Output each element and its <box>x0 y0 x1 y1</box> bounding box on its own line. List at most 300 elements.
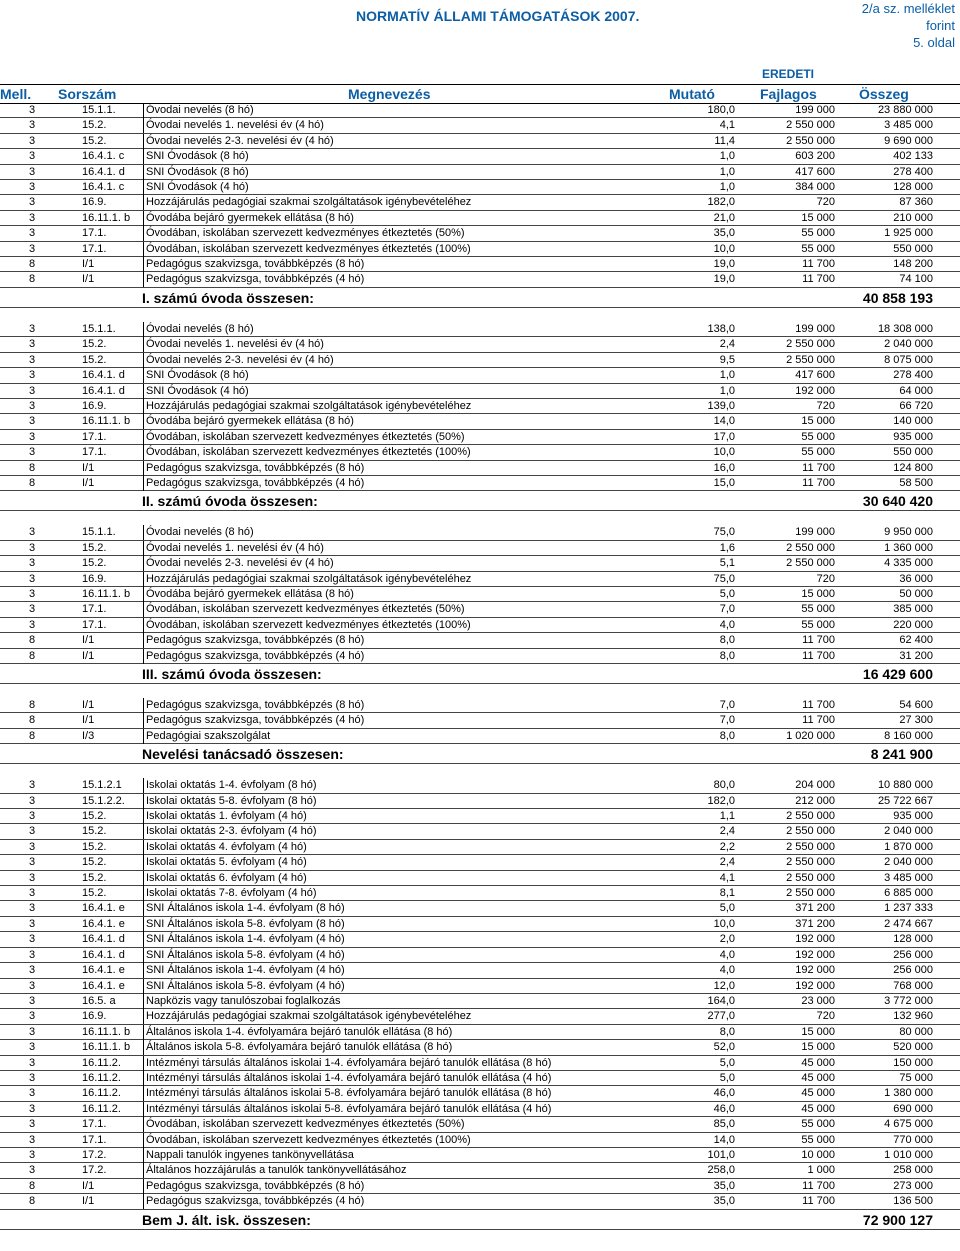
cell-mell: 3 <box>29 1010 36 1023</box>
cell-sorszam: I/3 <box>82 729 95 742</box>
cell-sorszam: 16.4.1. c <box>82 150 125 163</box>
cell-fajlagos: 15 000 <box>801 1025 835 1038</box>
cell-megnevezes: Általános hozzájárulás a tanulók tankönyvellátásához <box>143 1163 407 1178</box>
cell-fajlagos: 45 000 <box>801 1102 835 1115</box>
cell-osszeg: 402 133 <box>893 150 933 163</box>
cell-mutato: 4,0 <box>719 948 735 961</box>
cell-osszeg: 62 400 <box>899 634 933 647</box>
cell-mell: 3 <box>29 1102 36 1115</box>
cell-osszeg: 550 000 <box>893 446 933 459</box>
cell-mutato: 5,0 <box>719 587 735 600</box>
cell-mutato: 139,0 <box>707 399 735 412</box>
cell-mutato: 4,1 <box>719 871 735 884</box>
cell-mell: 3 <box>29 902 36 915</box>
table-row <box>0 1009 960 1024</box>
cell-mell: 3 <box>29 856 36 869</box>
cell-sorszam: 17.1. <box>82 430 107 443</box>
cell-fajlagos: 15 000 <box>801 415 835 428</box>
cell-osszeg: 1 010 000 <box>884 1148 933 1161</box>
cell-fajlagos: 11 700 <box>802 476 835 489</box>
cell-sorszam: 16.5. a <box>82 994 116 1007</box>
cell-osszeg: 768 000 <box>893 979 933 992</box>
cell-megnevezes: Óvodába bejáró gyermekek ellátása (8 hó) <box>143 414 354 429</box>
cell-mutato: 10,0 <box>713 242 735 255</box>
cell-mell: 8 <box>29 1195 36 1208</box>
cell-sorszam: 17.2. <box>82 1148 107 1161</box>
table-row <box>0 195 960 210</box>
cell-megnevezes: Pedagógus szakvizsga, továbbképzés (4 hó) <box>143 272 364 287</box>
cell-mell: 3 <box>29 446 36 459</box>
cell-fajlagos: 55 000 <box>801 242 835 255</box>
cell-osszeg: 278 400 <box>893 369 933 382</box>
cell-mell: 3 <box>29 779 36 792</box>
table-row <box>0 886 960 901</box>
cell-osszeg: 9 690 000 <box>884 134 933 147</box>
cell-fajlagos: 55 000 <box>801 1133 835 1146</box>
cell-sorszam: 15.2. <box>82 338 107 351</box>
table-row <box>0 337 960 352</box>
cell-mell: 3 <box>29 541 36 554</box>
cell-megnevezes: Óvodai nevelés 2-3. nevelési év (4 hó) <box>143 556 334 571</box>
cell-megnevezes: Óvodai nevelés 1. nevelési év (4 hó) <box>143 541 324 556</box>
cell-fajlagos: 11 700 <box>802 634 835 647</box>
table-row <box>0 134 960 149</box>
cell-mell: 3 <box>29 430 36 443</box>
cell-megnevezes: Iskolai oktatás 2-3. évfolyam (4 hó) <box>143 824 317 839</box>
cell-osszeg: 1 870 000 <box>884 840 933 853</box>
cell-megnevezes: SNI Óvodások (4 hó) <box>143 384 249 399</box>
cell-mutato: 2,4 <box>719 856 735 869</box>
cell-sorszam: 16.11.1. b <box>82 1025 131 1038</box>
cell-fajlagos: 11 700 <box>802 1195 835 1208</box>
cell-sorszam: I/1 <box>82 476 95 489</box>
cell-megnevezes: Óvodai nevelés 2-3. nevelési év (4 hó) <box>143 353 334 368</box>
cell-sorszam: 15.1.1. <box>82 322 116 335</box>
cell-osszeg: 4 675 000 <box>884 1118 933 1131</box>
cell-osszeg: 25 722 667 <box>877 794 933 807</box>
cell-osszeg: 8 075 000 <box>884 353 933 366</box>
cell-megnevezes: SNI Általános iskola 1-4. évfolyam (8 hó) <box>143 901 345 916</box>
cell-fajlagos: 11 700 <box>802 258 835 271</box>
cell-megnevezes: Intézményi társulás általános iskolai 1-4. évfolyamára bejáró tanulók ellátása (4 hó) <box>143 1071 551 1086</box>
cell-sorszam: 15.2. <box>82 134 107 147</box>
cell-mell: 3 <box>29 526 36 539</box>
table-row <box>0 901 960 916</box>
cell-mell: 3 <box>29 1087 36 1100</box>
cell-osszeg: 1 925 000 <box>884 227 933 240</box>
cell-sorszam: 15.2. <box>82 856 107 869</box>
cell-fajlagos: 720 <box>816 1010 835 1023</box>
cell-mutato: 14,0 <box>713 1133 735 1146</box>
cell-fajlagos: 2 550 000 <box>786 557 835 570</box>
section-total-label: II. számú óvoda összesen: <box>142 493 318 510</box>
cell-mutato: 180,0 <box>707 104 735 116</box>
cell-megnevezes: SNI Általános iskola 5-8. évfolyam (4 hó) <box>143 948 345 963</box>
table-row <box>0 633 960 648</box>
cell-mell: 3 <box>29 603 36 616</box>
table-row <box>0 729 960 744</box>
cell-megnevezes: Óvodában, iskolában szervezett kedvezményes étkeztetés (50%) <box>143 430 465 445</box>
cell-mutato: 46,0 <box>713 1087 735 1100</box>
cell-osszeg: 3 772 000 <box>884 994 933 1007</box>
cell-fajlagos: 720 <box>816 572 835 585</box>
table-row <box>0 917 960 932</box>
table-row <box>0 368 960 383</box>
cell-sorszam: 16.4.1. d <box>82 165 125 178</box>
cell-mutato: 35,0 <box>713 1179 735 1192</box>
cell-osszeg: 31 200 <box>899 649 933 662</box>
cell-megnevezes: Iskolai oktatás 5. évfolyam (4 hó) <box>143 855 307 870</box>
cell-mutato: 1,0 <box>719 165 735 178</box>
cell-megnevezes: Óvodában, iskolában szervezett kedvezményes étkeztetés (50%) <box>143 1117 465 1132</box>
section-total-label: Bem J. ált. isk. összesen: <box>142 1211 311 1228</box>
cell-megnevezes: Nappali tanulók ingyenes tankönyvellátása <box>143 1148 354 1163</box>
cell-sorszam: 17.1. <box>82 242 107 255</box>
cell-osszeg: 10 880 000 <box>877 779 933 792</box>
table-row <box>0 1040 960 1055</box>
cell-mutato: 1,0 <box>719 150 735 163</box>
cell-osszeg: 54 600 <box>899 699 933 711</box>
cell-osszeg: 128 000 <box>893 933 933 946</box>
table-row <box>0 445 960 460</box>
cell-sorszam: 16.4.1. e <box>82 979 125 992</box>
cell-sorszam: 15.2. <box>82 353 107 366</box>
cell-fajlagos: 45 000 <box>801 1056 835 1069</box>
table-row <box>0 226 960 241</box>
cell-megnevezes: Pedagógiai szakszolgálat <box>143 729 270 744</box>
table-body <box>0 103 960 1230</box>
cell-megnevezes: Hozzájárulás pedagógiai szakmai szolgáltatások igénybevételéhez <box>143 572 471 587</box>
cell-fajlagos: 2 550 000 <box>786 353 835 366</box>
cell-fajlagos: 11 700 <box>802 714 835 727</box>
cell-sorszam: 16.4.1. d <box>82 948 125 961</box>
cell-fajlagos: 1 000 <box>807 1164 835 1177</box>
cell-sorszam: I/1 <box>82 634 95 647</box>
cell-fajlagos: 2 550 000 <box>786 338 835 351</box>
table-row <box>0 1148 960 1163</box>
cell-mutato: 10,0 <box>713 446 735 459</box>
cell-osszeg: 210 000 <box>893 211 933 224</box>
cell-megnevezes: Pedagógus szakvizsga, továbbképzés (8 hó) <box>143 461 364 476</box>
cell-mutato: 164,0 <box>707 994 735 1007</box>
section-spacer <box>0 308 960 322</box>
cell-fajlagos: 199 000 <box>795 322 835 335</box>
cell-mutato: 2,4 <box>719 825 735 838</box>
cell-mell: 3 <box>29 1056 36 1069</box>
cell-megnevezes: Pedagógus szakvizsga, továbbképzés (4 hó) <box>143 713 364 728</box>
table-row <box>0 541 960 556</box>
cell-mell: 8 <box>29 714 36 727</box>
cell-megnevezes: Óvodában, iskolában szervezett kedvezményes étkeztetés (50%) <box>143 226 465 241</box>
table-row <box>0 384 960 399</box>
cell-mell: 8 <box>29 258 36 271</box>
cell-megnevezes: Intézményi társulás általános iskolai 5-8. évfolyamára bejáró tanulók ellátása (4 hó) <box>143 1102 551 1117</box>
cell-fajlagos: 55 000 <box>801 227 835 240</box>
table-row <box>0 994 960 1009</box>
cell-fajlagos: 55 000 <box>801 603 835 616</box>
cell-fajlagos: 55 000 <box>801 618 835 631</box>
cell-sorszam: 15.2. <box>82 119 107 132</box>
cell-fajlagos: 55 000 <box>801 1118 835 1131</box>
cell-osszeg: 80 000 <box>899 1025 933 1038</box>
cell-osszeg: 273 000 <box>893 1179 933 1192</box>
cell-megnevezes: Iskolai oktatás 1-4. évfolyam (8 hó) <box>143 778 317 793</box>
cell-osszeg: 8 160 000 <box>884 729 933 742</box>
cell-sorszam: I/1 <box>82 258 95 271</box>
cell-fajlagos: 199 000 <box>795 104 835 116</box>
table-row <box>0 103 960 118</box>
cell-mutato: 8,0 <box>719 634 735 647</box>
cell-mell: 3 <box>29 794 36 807</box>
cell-mell: 3 <box>29 415 36 428</box>
cell-osszeg: 27 300 <box>899 714 933 727</box>
cell-sorszam: 15.1.2.2. <box>82 794 125 807</box>
cell-osszeg: 220 000 <box>893 618 933 631</box>
cell-osszeg: 1 380 000 <box>884 1087 933 1100</box>
cell-fajlagos: 204 000 <box>795 779 835 792</box>
section-total-label: I. számú óvoda összesen: <box>142 289 314 306</box>
cell-megnevezes: Iskolai oktatás 6. évfolyam (4 hó) <box>143 871 307 886</box>
table-row <box>0 948 960 963</box>
cell-osszeg: 385 000 <box>893 603 933 616</box>
table-row <box>0 399 960 414</box>
col-header-osszeg: Összeg <box>859 86 909 102</box>
cell-mell: 3 <box>29 1148 36 1161</box>
col-header-fajlagos: Fajlagos <box>760 86 817 102</box>
cell-megnevezes: Óvodai nevelés (8 hó) <box>143 322 254 337</box>
cell-mutato: 5,1 <box>719 557 735 570</box>
section-total-value: 40 858 193 <box>862 289 933 306</box>
cell-fajlagos: 192 000 <box>795 964 835 977</box>
cell-megnevezes: Iskolai oktatás 4. évfolyam (4 hó) <box>143 840 307 855</box>
cell-mutato: 80,0 <box>713 779 735 792</box>
cell-mell: 3 <box>29 933 36 946</box>
section-spacer <box>0 764 960 778</box>
cell-mell: 3 <box>29 104 36 116</box>
cell-fajlagos: 2 550 000 <box>786 856 835 869</box>
cell-fajlagos: 11 700 <box>802 461 835 474</box>
cell-mell: 3 <box>29 353 36 366</box>
cell-megnevezes: Intézményi társulás általános iskolai 5-8. évfolyamára bejáró tanulók ellátása (8 hó) <box>143 1086 551 1101</box>
section-total-label: III. számú óvoda összesen: <box>142 666 322 682</box>
cell-fajlagos: 2 550 000 <box>786 871 835 884</box>
cell-mutato: 75,0 <box>713 572 735 585</box>
cell-osszeg: 132 960 <box>893 1010 933 1023</box>
cell-fajlagos: 720 <box>816 399 835 412</box>
cell-fajlagos: 15 000 <box>801 211 835 224</box>
cell-megnevezes: Pedagógus szakvizsga, továbbképzés (4 hó) <box>143 476 364 491</box>
cell-mell: 8 <box>29 634 36 647</box>
cell-fajlagos: 45 000 <box>801 1071 835 1084</box>
table-row <box>0 618 960 633</box>
cell-mell: 3 <box>29 322 36 335</box>
cell-sorszam: 16.9. <box>82 399 107 412</box>
cell-sorszam: 16.11.1. b <box>82 211 131 224</box>
section-spacer <box>0 511 960 525</box>
cell-osszeg: 136 500 <box>893 1195 933 1208</box>
cell-mell: 8 <box>29 476 36 489</box>
cell-osszeg: 1 360 000 <box>884 541 933 554</box>
cell-sorszam: 16.4.1. c <box>82 181 125 194</box>
cell-sorszam: 15.2. <box>82 557 107 570</box>
table-row <box>0 824 960 839</box>
cell-mell: 8 <box>29 1179 36 1192</box>
cell-osszeg: 690 000 <box>893 1102 933 1115</box>
cell-mell: 8 <box>29 649 36 662</box>
section-total-value: 8 241 900 <box>870 746 933 763</box>
cell-fajlagos: 417 600 <box>795 369 835 382</box>
cell-mell: 3 <box>29 165 36 178</box>
cell-sorszam: I/1 <box>82 699 95 711</box>
cell-sorszam: 16.9. <box>82 1010 107 1023</box>
cell-osszeg: 50 000 <box>899 587 933 600</box>
cell-mutato: 2,4 <box>719 338 735 351</box>
cell-fajlagos: 1 020 000 <box>786 729 835 742</box>
cell-fajlagos: 192 000 <box>795 384 835 397</box>
cell-megnevezes: Pedagógus szakvizsga, továbbképzés (8 hó) <box>143 1179 364 1194</box>
section-total-row <box>0 288 960 308</box>
cell-sorszam: 16.4.1. e <box>82 964 125 977</box>
cell-fajlagos: 15 000 <box>801 1041 835 1054</box>
section-total-row <box>0 491 960 511</box>
table-row <box>0 165 960 180</box>
section-total-row <box>0 744 960 764</box>
column-header-row <box>0 84 960 104</box>
cell-osszeg: 2 040 000 <box>884 856 933 869</box>
cell-megnevezes: SNI Általános iskola 5-8. évfolyam (4 hó) <box>143 979 345 994</box>
cell-sorszam: 16.4.1. d <box>82 369 125 382</box>
cell-osszeg: 1 237 333 <box>884 902 933 915</box>
cell-osszeg: 258 000 <box>893 1164 933 1177</box>
cell-sorszam: 15.2. <box>82 840 107 853</box>
cell-mutato: 8,0 <box>719 729 735 742</box>
cell-mutato: 16,0 <box>713 461 735 474</box>
cell-mell: 8 <box>29 729 36 742</box>
cell-mutato: 2,0 <box>719 933 735 946</box>
table-row <box>0 602 960 617</box>
cell-mutato: 182,0 <box>707 794 735 807</box>
cell-sorszam: 16.9. <box>82 196 107 209</box>
table-row <box>0 871 960 886</box>
cell-mutato: 5,0 <box>719 1071 735 1084</box>
cell-mell: 3 <box>29 871 36 884</box>
table-row <box>0 257 960 272</box>
section-total-value: 30 640 420 <box>862 493 933 510</box>
cell-fajlagos: 2 550 000 <box>786 541 835 554</box>
table-row <box>0 840 960 855</box>
cell-osszeg: 550 000 <box>893 242 933 255</box>
table-row <box>0 963 960 978</box>
cell-megnevezes: Hozzájárulás pedagógiai szakmai szolgáltatások igénybevételéhez <box>143 1009 471 1024</box>
cell-sorszam: 16.11.2. <box>82 1102 121 1115</box>
cell-sorszam: 15.1.1. <box>82 526 116 539</box>
col-header-mell: Mell. <box>0 86 32 102</box>
cell-fajlagos: 11 700 <box>802 649 835 662</box>
cell-megnevezes: Napközis vagy tanulószobai foglalkozás <box>143 994 340 1009</box>
cell-megnevezes: Iskolai oktatás 7-8. évfolyam (4 hó) <box>143 886 317 901</box>
cell-mell: 3 <box>29 572 36 585</box>
cell-mutato: 14,0 <box>713 415 735 428</box>
header-right-block <box>862 0 955 51</box>
cell-mell: 3 <box>29 825 36 838</box>
cell-fajlagos: 11 700 <box>802 699 835 711</box>
table-row <box>0 1194 960 1209</box>
cell-megnevezes: Iskolai oktatás 1. évfolyam (4 hó) <box>143 809 307 824</box>
cell-fajlagos: 2 550 000 <box>786 887 835 900</box>
cell-osszeg: 2 040 000 <box>884 825 933 838</box>
cell-sorszam: 16.11.1. b <box>82 415 131 428</box>
cell-osszeg: 9 950 000 <box>884 526 933 539</box>
cell-sorszam: 17.1. <box>82 1133 107 1146</box>
cell-megnevezes: Óvodában, iskolában szervezett kedvezményes étkeztetés (50%) <box>143 602 465 617</box>
cell-sorszam: I/1 <box>82 714 95 727</box>
cell-mell: 3 <box>29 134 36 147</box>
table-row <box>0 556 960 571</box>
cell-megnevezes: Hozzájárulás pedagógiai szakmai szolgáltatások igénybevételéhez <box>143 399 471 414</box>
cell-mell: 3 <box>29 810 36 823</box>
cell-mutato: 85,0 <box>713 1118 735 1131</box>
table-row <box>0 1163 960 1178</box>
cell-mell: 3 <box>29 242 36 255</box>
cell-sorszam: 16.4.1. e <box>82 917 125 930</box>
table-row <box>0 1025 960 1040</box>
table-row <box>0 855 960 870</box>
cell-fajlagos: 2 550 000 <box>786 134 835 147</box>
cell-mutato: 8,1 <box>719 887 735 900</box>
cell-mell: 3 <box>29 964 36 977</box>
cell-mell: 3 <box>29 211 36 224</box>
cell-fajlagos: 55 000 <box>801 446 835 459</box>
table-row <box>0 1071 960 1086</box>
cell-mutato: 8,0 <box>719 649 735 662</box>
cell-osszeg: 278 400 <box>893 165 933 178</box>
cell-osszeg: 124 800 <box>893 461 933 474</box>
cell-mutato: 101,0 <box>707 1148 735 1161</box>
col-header-mutato: Mutató <box>669 86 715 102</box>
cell-megnevezes: SNI Óvodások (8 hó) <box>143 165 249 180</box>
cell-osszeg: 66 720 <box>899 399 933 412</box>
cell-mell: 8 <box>29 699 36 711</box>
cell-mutato: 4,0 <box>719 618 735 631</box>
cell-mell: 8 <box>29 273 36 286</box>
cell-mell: 3 <box>29 917 36 930</box>
cell-osszeg: 2 040 000 <box>884 338 933 351</box>
cell-mutato: 21,0 <box>713 211 735 224</box>
col-header-sorszam: Sorszám <box>58 86 117 102</box>
table-row <box>0 211 960 226</box>
cell-sorszam: 17.2. <box>82 1164 107 1177</box>
cell-mell: 3 <box>29 384 36 397</box>
cell-fajlagos: 212 000 <box>795 794 835 807</box>
cell-osszeg: 18 308 000 <box>877 322 933 335</box>
section-total-value: 16 429 600 <box>862 666 933 682</box>
cell-megnevezes: SNI Általános iskola 1-4. évfolyam (4 hó) <box>143 932 345 947</box>
cell-mell: 3 <box>29 1071 36 1084</box>
cell-fajlagos: 371 200 <box>795 902 835 915</box>
cell-sorszam: 15.2. <box>82 541 107 554</box>
cell-osszeg: 64 000 <box>899 384 933 397</box>
table-row <box>0 1056 960 1071</box>
cell-mell: 3 <box>29 587 36 600</box>
cell-sorszam: 17.1. <box>82 618 107 631</box>
cell-fajlagos: 384 000 <box>795 181 835 194</box>
cell-osszeg: 74 100 <box>899 273 933 286</box>
cell-osszeg: 256 000 <box>893 964 933 977</box>
cell-mell: 3 <box>29 338 36 351</box>
cell-sorszam: 15.2. <box>82 871 107 884</box>
cell-mutato: 11,4 <box>714 134 735 147</box>
table-row <box>0 1179 960 1194</box>
